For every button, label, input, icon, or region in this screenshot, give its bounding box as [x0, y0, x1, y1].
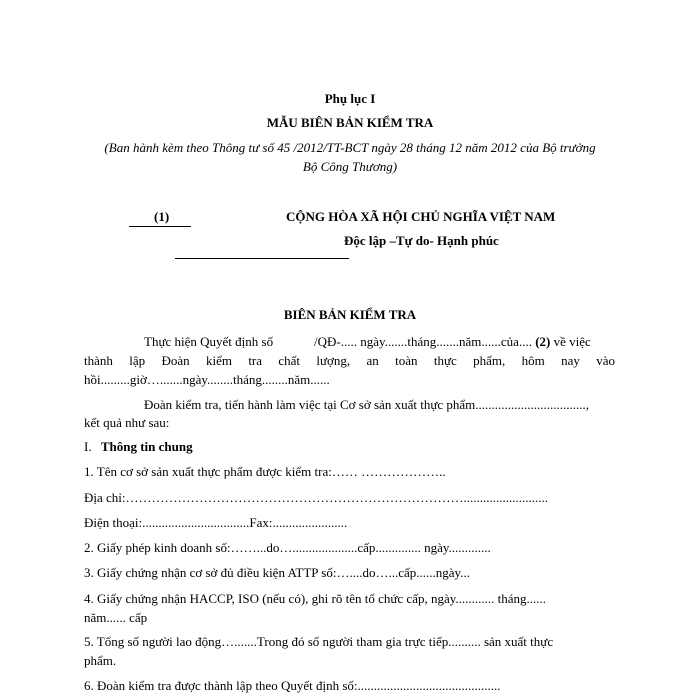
- intro-line3: hồi.........giờ….......ngày........tháng........năm......: [84, 372, 330, 387]
- item-workforce-line2: phẩm.: [84, 653, 117, 668]
- section-general-info: [84, 438, 193, 455]
- issued-note-line1: (Ban hành kèm theo Thông tư số 45 /2012/TT-BCT ngày 28 tháng 12 năm 2012 của Bộ trưởng: [104, 140, 596, 155]
- item-food-safety-certificate: 3. Giấy chứng nhận cơ sở đủ điều kiện ATTP số:…....do…...cấp......ngày...: [84, 565, 470, 580]
- item-haccp-line2: năm...... cấp: [84, 610, 148, 625]
- form-title: MẪU BIÊN BẢN KIỂM TRA: [266, 115, 434, 130]
- report-title: BIÊN BẢN KIỂM TRA: [283, 307, 417, 322]
- result-intro: kết quả như sau:: [84, 415, 170, 430]
- intro-decision-fields: [314, 333, 591, 350]
- inspection-location: Đoàn kiểm tra, tiến hành làm việc tại Cơ sở sản xuất thực phẩm..................................,: [144, 397, 590, 412]
- item-address: Địa chỉ:……………………………………………………………………..........................: [84, 490, 549, 505]
- section-number: I.: [84, 439, 92, 454]
- item-haccp-line1: 4. Giấy chứng nhận HACCP, ISO (nếu có), ghi rõ tên tổ chức cấp, ngày............ tháng......: [84, 591, 547, 606]
- heading-underline: [175, 258, 349, 259]
- organization-placeholder: (1): [154, 209, 170, 224]
- national-title: CỘNG HÒA XÃ HỘI CHỦ NGHĨA VIỆT NAM: [286, 209, 556, 224]
- section-title: Thông tin chung: [100, 439, 193, 454]
- national-motto: Độc lập –Tự do- Hạnh phúc: [344, 233, 499, 248]
- appendix-label: Phụ lục I: [324, 91, 376, 106]
- intro-decision-blanks: /QĐ-..... ngày.......tháng.......năm......của....: [314, 334, 532, 349]
- item-inspection-team: 6. Đoàn kiểm tra được thành lập theo Quyết định số:............................................: [84, 678, 501, 693]
- item-business-license: 2. Giấy phép kinh doanh số:……...do…....................cấp.............. ngày.............: [84, 540, 491, 555]
- intro-line2: thành lập Đoàn kiểm tra chất lượng, an toàn thực phẩm, hôm nay vào: [84, 353, 615, 368]
- item-workforce-line1: 5. Tổng số người lao động….......Trong đó số người tham gia trực tiếp.......... sản xuất thực: [84, 634, 554, 649]
- issued-note-line2: Bộ Công Thương): [302, 159, 398, 174]
- intro-footnote-ref: (2): [535, 334, 551, 349]
- item-facility-name: 1. Tên cơ sở sản xuất thực phẩm được kiểm tra:…… ………………..: [84, 464, 446, 479]
- item-phone-fax: Điện thoại:.................................Fax:.......................: [84, 515, 348, 530]
- organization-underline: [129, 226, 191, 227]
- intro-decision-label: Thực hiện Quyết định số: [144, 334, 274, 349]
- intro-about: về việc: [553, 334, 591, 349]
